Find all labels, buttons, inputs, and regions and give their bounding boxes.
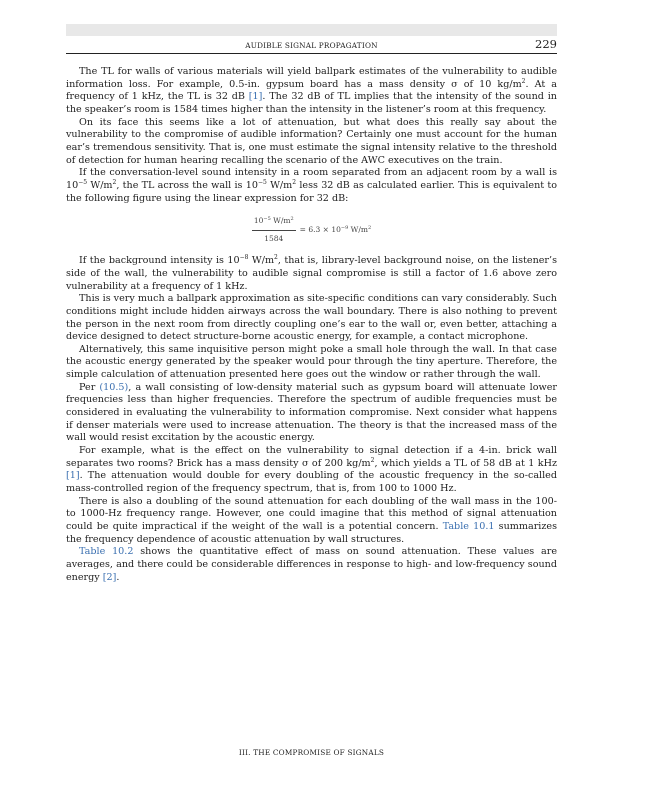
paragraph: Per (10.5), a wall consisting of low-density material such as gypsum board will attenuate lower frequencies less than higher frequencies. Therefore the spectrum of audible frequencies must be considered in evaluating the vulnerability to information compromise. Next consider what happens if denser materials were used to increase attenuation. The theory is that the increased mass of the wall would resist excitation by the acoustic energy. — [66, 381, 557, 444]
equation-link[interactable]: (10.5) — [99, 381, 129, 393]
top-margin-bar — [66, 24, 557, 36]
citation-link[interactable]: [1] — [66, 470, 80, 482]
page-number: 229 — [535, 37, 557, 51]
table-link[interactable]: Table 10.2 — [79, 546, 134, 558]
paragraph: Table 10.2 shows the quantitative effect of mass on sound attenuation. These values are averages, and there could be considerable differences in response to high- and low-frequency sound energy [2]. — [66, 546, 558, 583]
page-header — [66, 39, 557, 54]
equation-denominator: 1584 — [264, 233, 284, 243]
paragraph: The TL for walls of various materials will yield ballpark estimates of the vulnerability to audible information loss. For example, 0.5-in. gypsum board has a mass density σ of 10 $kg/m^2$. At a frequency of 1 kHz, the TL is 32 dB [1]. The 32 dB of TL implies that the intensity of the sound in the speaker’s room is 1584 times higher than the intensity in the listener’s room at this frequency. — [66, 66, 558, 115]
paragraph: If the background intensity is $10^{-8}$ $W/m^2$, that is, library-level background noise, on the listener’s side of the wall, the vulnerability to audible signal compromise is still a factor of 1.6 above zero vulnerability at a frequency of 1 kHz. — [66, 254, 557, 292]
paragraph: Alternatively, this same inquisitive person might poke a small hole through the wall. In that case the acoustic energy generated by the speaker would pour through the tiny aperture. Therefore, the simple calculation of attenuation presented here goes out the window or rather through the wall. — [66, 343, 557, 381]
table-link[interactable]: Table 10.1 — [442, 521, 495, 532]
paragraph: This is very much a ballpark approximation as site-specific conditions can vary considerably. Such conditions might include hidden airways across the wall boundary. There is also nothing to prevent the person in the next room from directly coupling one’s ear to the wall or, even better, attaching a device designed to detect structure-borne acoustic energy, for example, a contact microphone. — [66, 293, 557, 343]
page-footer: III. THE COMPROMISE OF SIGNALS — [238, 748, 385, 757]
body-text — [66, 66, 557, 584]
equation-fraction — [252, 215, 296, 245]
paragraph: For example, what is the effect on the vulnerability to signal detection if a 4-in. brick wall separates two rooms? Brick has a mass density σ of 200 $kg/m^2$, which yields a TL of 58 dB at 1 kHz [1]. The attenuation would double for every doubling of the acoustic frequency in the so-called mass-controlled region of the frequency spectrum, that is, from 100 to 1000 Hz. — [66, 445, 558, 495]
equation — [66, 205, 557, 255]
citation-link[interactable]: [1] — [248, 91, 263, 103]
citation-link[interactable]: [2] — [102, 571, 117, 583]
paragraph: There is also a doubling of the sound attenuation for each doubling of the wall mass in the 100- to 1000-Hz frequency range. However, one could imagine that this method of signal attenuation could be quite impractical if the weight of the wall is a potential concern. Table 10.1 summarizes the frequency dependence of acoustic attenuation by wall structures. — [66, 495, 558, 545]
equation-numerator: $10^{-5}$ $W/m^2$ — [252, 215, 296, 231]
paragraph: If the conversation-level sound intensity in a room separated from an adjacent room by a wall is $10^{-5}$ $W/m^2$, the TL across the wall is $10^{-5}$ $W/m^2$ less 32 dB as calculated earlier. This is equivalent to the following figure using the linear expression for 32 dB: — [66, 167, 557, 204]
equation-result: = $6.3 \times 10^{-9}$ $W/m^2$ — [299, 224, 372, 234]
paragraph: On its face this seems like a lot of attenuation, but what does this really say about the vulnerability to the compromise of audible information? Certainly one must account for the human ear’s tremendous sensitivity. That is, one must estimate the signal intensity relative to the threshold of detection for human hearing recalling the scenario of the AWC executives on the train. — [66, 116, 557, 166]
running-head: AUDIBLE SIGNAL PROPAGATION — [245, 41, 378, 50]
